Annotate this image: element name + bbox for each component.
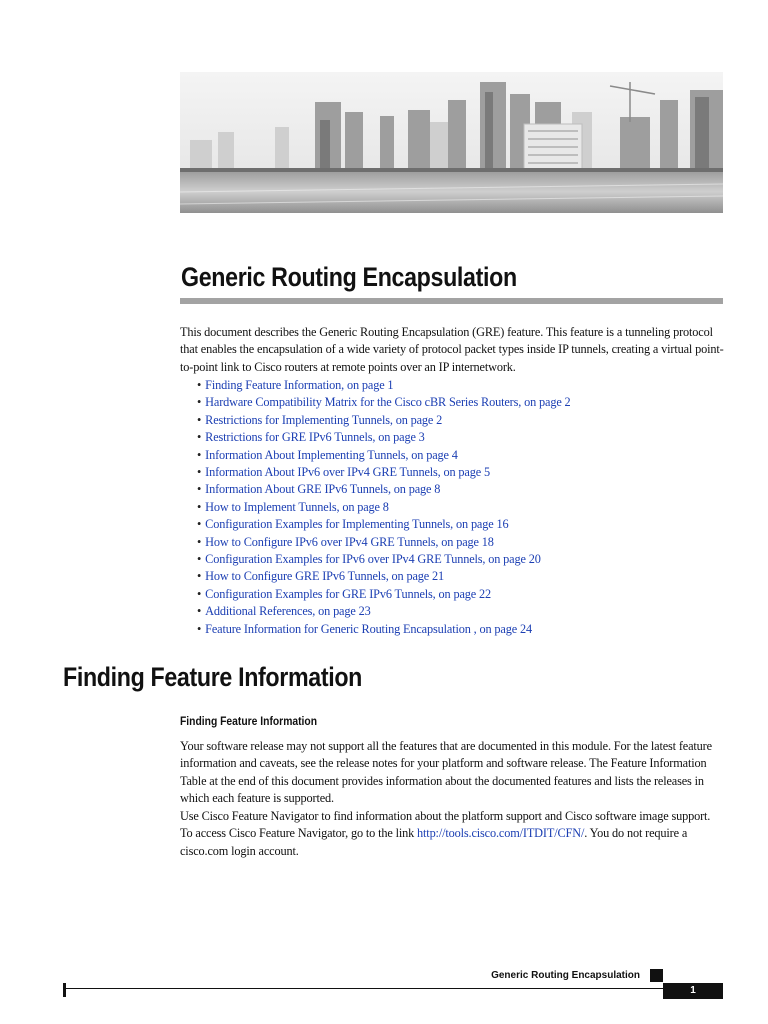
toc-item: • Configuration Examples for Implementing Tunnels, on page 16 [197, 517, 509, 532]
toc-link[interactable]: Restrictions for GRE IPv6 Tunnels, on page 3 [205, 430, 425, 445]
toc-link[interactable]: Additional References, on page 23 [205, 604, 371, 619]
footer-chapter-title: Generic Routing Encapsulation [491, 970, 640, 981]
toc-item: • Finding Feature Information, on page 1 [197, 378, 394, 392]
toc-item: • How to Implement Tunnels, on page 8 [197, 499, 389, 514]
toc-link[interactable]: Hardware Compatibility Matrix for the Cisco cBR Series Routers, on page 2 [205, 395, 571, 410]
toc-link[interactable]: How to Configure GRE IPv6 Tunnels, on page 21 [205, 569, 445, 584]
toc-item: • Hardware Compatibility Matrix for the Cisco cBR Series Routers, on page 2 [197, 395, 571, 410]
toc-item: • Configuration Examples for IPv6 over IPv4 GRE Tunnels, on page 20 [197, 552, 541, 567]
title-rule [180, 298, 723, 304]
city-skyline-image [180, 72, 723, 213]
toc-item: • Restrictions for GRE IPv6 Tunnels, on page 3 [197, 430, 425, 445]
toc-link[interactable]: How to Implement Tunnels, on page 8 [205, 499, 389, 514]
toc-link[interactable]: Configuration Examples for IPv6 over IPv4 GRE Tunnels, on page 20 [205, 552, 541, 567]
page-number: 1 [663, 983, 723, 999]
city-skyline-banner [180, 72, 723, 213]
toc-link[interactable]: Configuration Examples for GRE IPv6 Tunnels, on page 22 [205, 586, 491, 601]
toc-link[interactable]: How to Configure IPv6 over IPv4 GRE Tunnels, on page 18 [205, 534, 494, 549]
toc-item: • Information About Implementing Tunnels, on page 4 [197, 447, 458, 462]
section-title: Finding Feature Information [63, 662, 363, 692]
toc-link[interactable]: Configuration Examples for Implementing Tunnels, on page 16 [205, 517, 509, 532]
chapter-title: Generic Routing Encapsulation [181, 262, 517, 292]
body-paragraph [180, 808, 725, 860]
toc-item: • Additional References, on page 23 [197, 604, 371, 619]
section-subheading: Finding Feature Information [180, 714, 318, 728]
toc-item: • How to Configure IPv6 over IPv4 GRE Tunnels, on page 18 [197, 534, 494, 549]
toc-item: • Restrictions for Implementing Tunnels, on page 2 [197, 412, 443, 427]
footer-tick [63, 983, 66, 997]
paragraph-text: . You do not require a cisco.com login account. [180, 826, 688, 858]
body-paragraph: Your software release may not support all the features that are documented in this module. For the latest feature information and caveats, see the release notes for your platform and software release. The Feature Information Table at the end of this document provides information about the documented features and lists the releases in which each feature is supported. [180, 739, 712, 806]
feature-navigator-link[interactable]: http://tools.cisco.com/ITDIT/CFN/ [417, 826, 585, 841]
toc-link[interactable]: Information About Implementing Tunnels, on page 4 [205, 447, 458, 462]
paragraph-text: Use Cisco Feature Navigator to find information about the platform support and Cisco software image support. To access Cisco Feature Navigator, go to the link [180, 809, 711, 841]
toc-link[interactable]: Feature Information for Generic Routing Encapsulation , on page 24 [205, 621, 532, 636]
toc-link[interactable]: Finding Feature Information, on page 1 [205, 378, 394, 392]
toc-link[interactable]: Restrictions for Implementing Tunnels, on page 2 [205, 412, 443, 427]
toc-item: • Feature Information for Generic Routing Encapsulation , on page 24 [197, 621, 532, 636]
toc-item: • How to Configure GRE IPv6 Tunnels, on page 21 [197, 569, 445, 584]
footer-marker [650, 969, 663, 982]
footer-rule [63, 988, 663, 989]
table-of-contents [197, 377, 717, 638]
toc-link[interactable]: Information About IPv6 over IPv4 GRE Tunnels, on page 5 [205, 465, 490, 480]
toc-link[interactable]: Information About GRE IPv6 Tunnels, on page 8 [205, 482, 441, 497]
intro-paragraph: This document describes the Generic Routing Encapsulation (GRE) feature. This feature is a tunneling protocol that enables the encapsulation of a wide variety of protocol packet types inside IP tunnels, creating a virtual point-to-point link to Cisco routers at remote points over an IP internetwork. [180, 325, 724, 374]
toc-item: • Information About IPv6 over IPv4 GRE Tunnels, on page 5 [197, 465, 490, 480]
toc-item: • Configuration Examples for GRE IPv6 Tunnels, on page 22 [197, 586, 491, 601]
toc-item: • Information About GRE IPv6 Tunnels, on page 8 [197, 482, 441, 497]
